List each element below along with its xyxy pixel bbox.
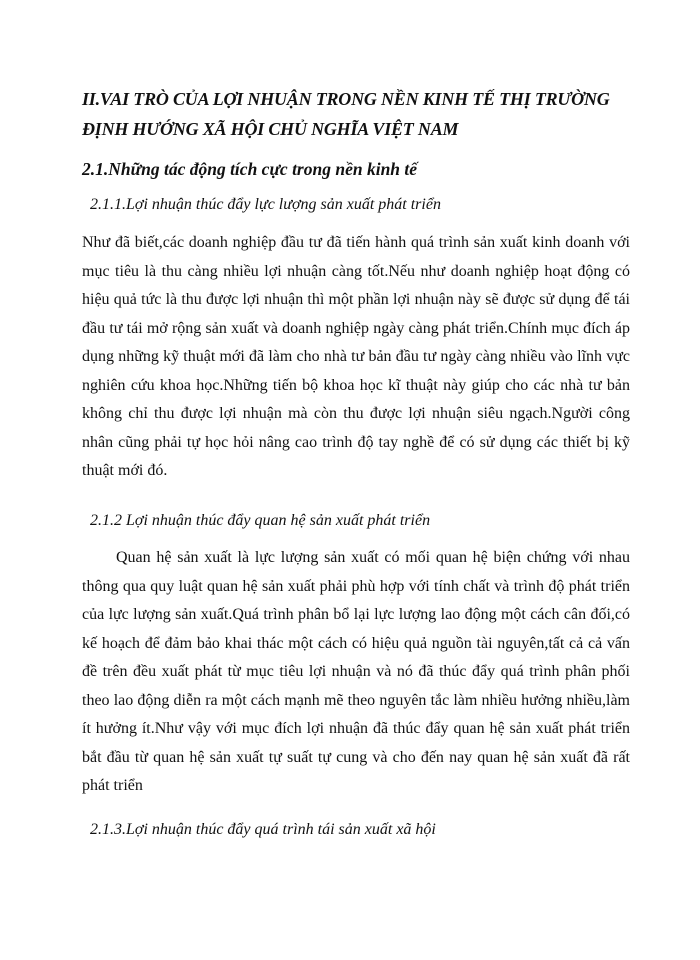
subsection-2-paragraph: Quan hệ sản xuất là lực lượng sản xuất có mối quan hệ biện chứng với nhau thông qua quy luật quan hệ sản xuất phải phù hợp với tính chất và trình độ phát triển của lực lượng sản xuất.Quá trình phân bổ lại lực lượng lao động một cách cân đối,có kế hoạch để đảm bảo khai thác một cách có hiệu quả nguồn tài nguyên,tất cả cả vấn đề trên đều xuất phát từ mục tiêu lợi nhuận và nó đã thúc đẩy quá trình phân phối theo lao động diễn ra một cách mạnh mẽ theo nguyên tắc làm nhiều hưởng nhiều,làm ít hưởng ít.Như vậy với mục đích lợi nhuận đã thúc đẩy quan hệ sản xuất phát triển bắt đầu từ quan hệ sản xuất tự suất tự cung và cho đến nay quan hệ sản xuất đã rất phát triển <box>82 549 630 794</box>
section-heading: 2.1.Những tác động tích cực trong nền kinh tế <box>82 159 418 179</box>
subsection-3-heading: 2.1.3.Lợi nhuận thúc đẩy quá trình tái sản xuất xã hội <box>90 821 436 838</box>
document-title: II.VAI TRÒ CỦA LỢI NHUẬN TRONG NỀN KINH TẾ THỊ TRƯỜNG ĐỊNH HƯỚNG XÃ HỘI CHỦ NGHĨA VIỆT NAM <box>82 89 610 139</box>
subsection-1-heading: 2.1.1.Lợi nhuận thúc đẩy lực lượng sản xuất phát triển <box>90 196 441 213</box>
subsection-2-heading: 2.1.2 Lợi nhuận thúc đẩy quan hệ sản xuất phát triển <box>90 512 431 529</box>
subsection-1-paragraph: Như đã biết,các doanh nghiệp đầu tư đã tiến hành quá trình sản xuất kinh doanh với mục tiêu là thu càng nhiều lợi nhuận càng tốt.Nếu như doanh nghiệp hoạt động có hiệu quả tức là thu được lợi nhuận thì một phần lợi nhuận này sẽ được sử dụng để tái đầu tư tái mở rộng sản xuất và doanh nghiệp ngày càng phát triển.Chính mục đích áp dụng những kỹ thuật mới đã làm cho nhà tư bản đầu tư ngày càng nhiều vào lĩnh vực nghiên cứu khoa học.Những tiến bộ khoa học kĩ thuật này giúp cho các nhà tư bản không chỉ thu được lợi nhuận mà còn thu được lợi nhuận siêu ngạch.Người công nhân cũng phải tự học hỏi nâng cao trình độ tay nghề để có sử dụng các thiết bị kỹ thuật mới đó. <box>82 234 630 479</box>
